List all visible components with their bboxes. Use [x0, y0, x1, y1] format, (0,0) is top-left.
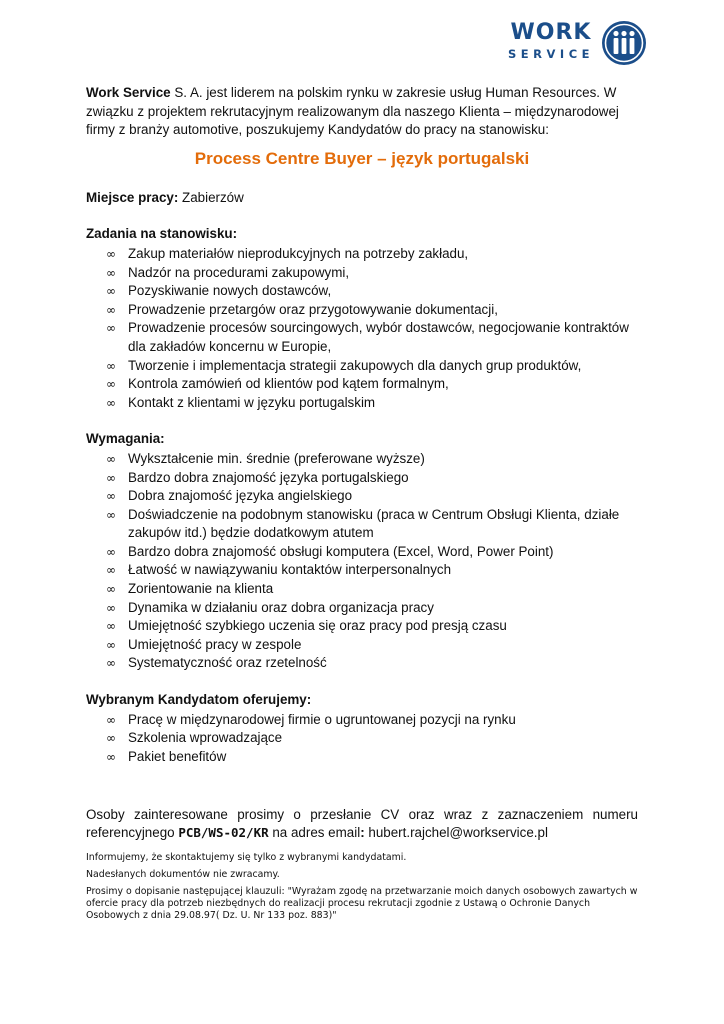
tasks-heading: Zadania na stanowisku:	[86, 226, 238, 242]
bullet-icon: ∞	[106, 544, 116, 559]
list-item-text: Doświadczenie na podobnym stanowisku (praca w Centrum Obsługi Klienta, działe zakupów itd.) będzie dodatkowym atutem	[128, 506, 620, 541]
job-title: Process Centre Buyer – język portugalski	[194, 148, 530, 168]
bullet-icon: ∞	[106, 302, 116, 317]
bullet-icon: ∞	[106, 507, 116, 522]
list-item-text: Pozyskiwanie nowych dostawców,	[128, 283, 332, 299]
list-item	[86, 654, 638, 673]
intro-paragraph	[86, 84, 638, 140]
offer-heading: Wybranym Kandydatom oferujemy:	[86, 692, 312, 708]
bullet-icon: ∞	[106, 395, 116, 410]
list-item	[86, 469, 638, 488]
list-item	[86, 561, 638, 580]
list-item	[86, 506, 638, 543]
list-item	[86, 580, 638, 599]
logo-wordmark	[508, 22, 594, 62]
tasks-list	[86, 245, 638, 412]
list-item-text: Systematyczność oraz rzetelność	[128, 655, 327, 671]
list-item-text: Umiejętność pracy w zespole	[128, 636, 302, 652]
intro-text: S. A. jest liderem na polskim rynku w zakresie usług Human Resources. W związku z projektem rekrutacyjnym realizowanym dla naszego Klienta – międzynarodowej firmy z branży automotive, poszukujemy Kandydatów do pracy na stanowisku:	[86, 85, 619, 138]
list-item-text: Bardzo dobra znajomość obsługi komputera (Excel, Word, Power Point)	[128, 543, 554, 559]
bullet-icon: ∞	[106, 749, 116, 764]
offer-list	[86, 711, 638, 767]
list-item-text: Prowadzenie procesów sourcingowych, wybór dostawców, negocjowanie kontraktów dla zakładów koncernu w Europie,	[128, 320, 629, 354]
list-item-text: Kontakt z klientami w języku portugalskim	[128, 394, 376, 410]
bullet-icon: ∞	[106, 582, 116, 597]
bullet-icon: ∞	[106, 358, 116, 373]
list-item	[86, 394, 638, 413]
reference-number: PCB/WS-02/KR	[178, 825, 269, 841]
list-item-text: Łatwość w nawiązywaniu kontaktów interpersonalnych	[128, 562, 452, 578]
list-item-text: Pracę w międzynarodowej firmie o ugruntowanej pozycji na rynku	[128, 711, 516, 727]
list-item	[86, 711, 638, 730]
work-service-logo	[508, 20, 648, 66]
list-item	[86, 264, 638, 283]
logo-circle-icon	[601, 20, 647, 66]
bullet-icon: ∞	[106, 563, 116, 578]
list-item	[86, 599, 638, 618]
list-item	[86, 543, 638, 562]
contact-text-middle: na adres email	[268, 825, 361, 841]
list-item	[86, 245, 638, 264]
bullet-icon: ∞	[106, 377, 116, 392]
bullet-icon: ∞	[106, 731, 116, 746]
company-name: Work Service	[86, 85, 171, 100]
contact-colon: :	[360, 825, 365, 841]
list-item-text: Kontrola zamówień od klientów pod kątem formalnym,	[128, 376, 449, 392]
documents-note: Nadesłanych dokumentów nie zwracamy.	[86, 869, 280, 881]
list-item	[86, 617, 638, 636]
list-item	[86, 450, 638, 469]
bullet-icon: ∞	[106, 284, 116, 299]
list-item-text: Nadzór na procedurami zakupowymi,	[128, 264, 350, 280]
bullet-icon: ∞	[106, 656, 116, 671]
list-item-text: Dynamika w działaniu oraz dobra organizacja pracy	[128, 599, 434, 615]
location-label: Miejsce pracy:	[86, 189, 179, 205]
list-item	[86, 301, 638, 320]
job-offer-document	[86, 84, 638, 922]
list-item-text: Zorientowanie na klienta	[128, 581, 274, 597]
list-item-text: Prowadzenie przetargów oraz przygotowywanie dokumentacji,	[128, 301, 498, 317]
list-item-text: Dobra znajomość języka angielskiego	[128, 488, 353, 504]
list-item-text: Bardzo dobra znajomość języka portugalskiego	[128, 469, 409, 485]
consent-clause: Prosimy o dopisanie następującej klauzuli: "Wyrażam zgodę na przetwarzanie moich danych osobowych zawartych w ofercie pracy dla potrzeb niezbędnych do realizacji procesu rekrutacji zgodnie z Ustawą o Ochronie Danych Osobowych z dnia 29.08.97( Dz. U. Nr 133 poz. 883)"	[86, 886, 638, 922]
bullet-icon: ∞	[106, 321, 116, 336]
bullet-icon: ∞	[106, 619, 116, 634]
contact-paragraph	[86, 806, 638, 842]
list-item	[86, 748, 638, 767]
bullet-icon: ∞	[106, 246, 116, 261]
work-location	[86, 189, 638, 208]
list-item	[86, 375, 638, 394]
bullet-icon: ∞	[106, 265, 116, 280]
logo-word-work: WORK	[510, 20, 592, 45]
bullet-icon: ∞	[106, 451, 116, 466]
bullet-icon: ∞	[106, 489, 116, 504]
contact-note: Informujemy, że skontaktujemy się tylko z wybranymi kandydatami.	[86, 852, 407, 864]
requirements-heading: Wymagania:	[86, 431, 165, 447]
bullet-icon: ∞	[106, 600, 116, 615]
list-item	[86, 487, 638, 506]
list-item-text: Wykształcenie min. średnie (preferowane wyższe)	[128, 450, 425, 466]
list-item-text: Zakup materiałów nieprodukcyjnych na potrzeby zakładu,	[128, 245, 469, 261]
list-item	[86, 729, 638, 748]
bullet-icon: ∞	[106, 470, 116, 485]
list-item-text: Szkolenia wprowadzające	[128, 730, 283, 746]
list-item-text: Pakiet benefitów	[128, 748, 227, 764]
logo-word-service: SERVICE	[508, 47, 594, 61]
contact-email[interactable]: hubert.rajchel@workservice.pl	[364, 825, 548, 841]
list-item	[86, 636, 638, 655]
list-item	[86, 319, 638, 356]
requirements-list	[86, 450, 638, 673]
list-item	[86, 282, 638, 301]
bullet-icon: ∞	[106, 712, 116, 727]
list-item-text: Tworzenie i implementacja strategii zakupowych dla danych grup produktów,	[128, 357, 582, 373]
contact-text: Osoby zainteresowane prosimy o przesłanie CV oraz wraz z zaznaczeniem numeru referencyjnego	[86, 807, 638, 841]
list-item	[86, 357, 638, 376]
bullet-icon: ∞	[106, 637, 116, 652]
location-value: Zabierzów	[178, 189, 244, 205]
list-item-text: Umiejętność szybkiego uczenia się oraz pracy pod presją czasu	[128, 618, 507, 634]
